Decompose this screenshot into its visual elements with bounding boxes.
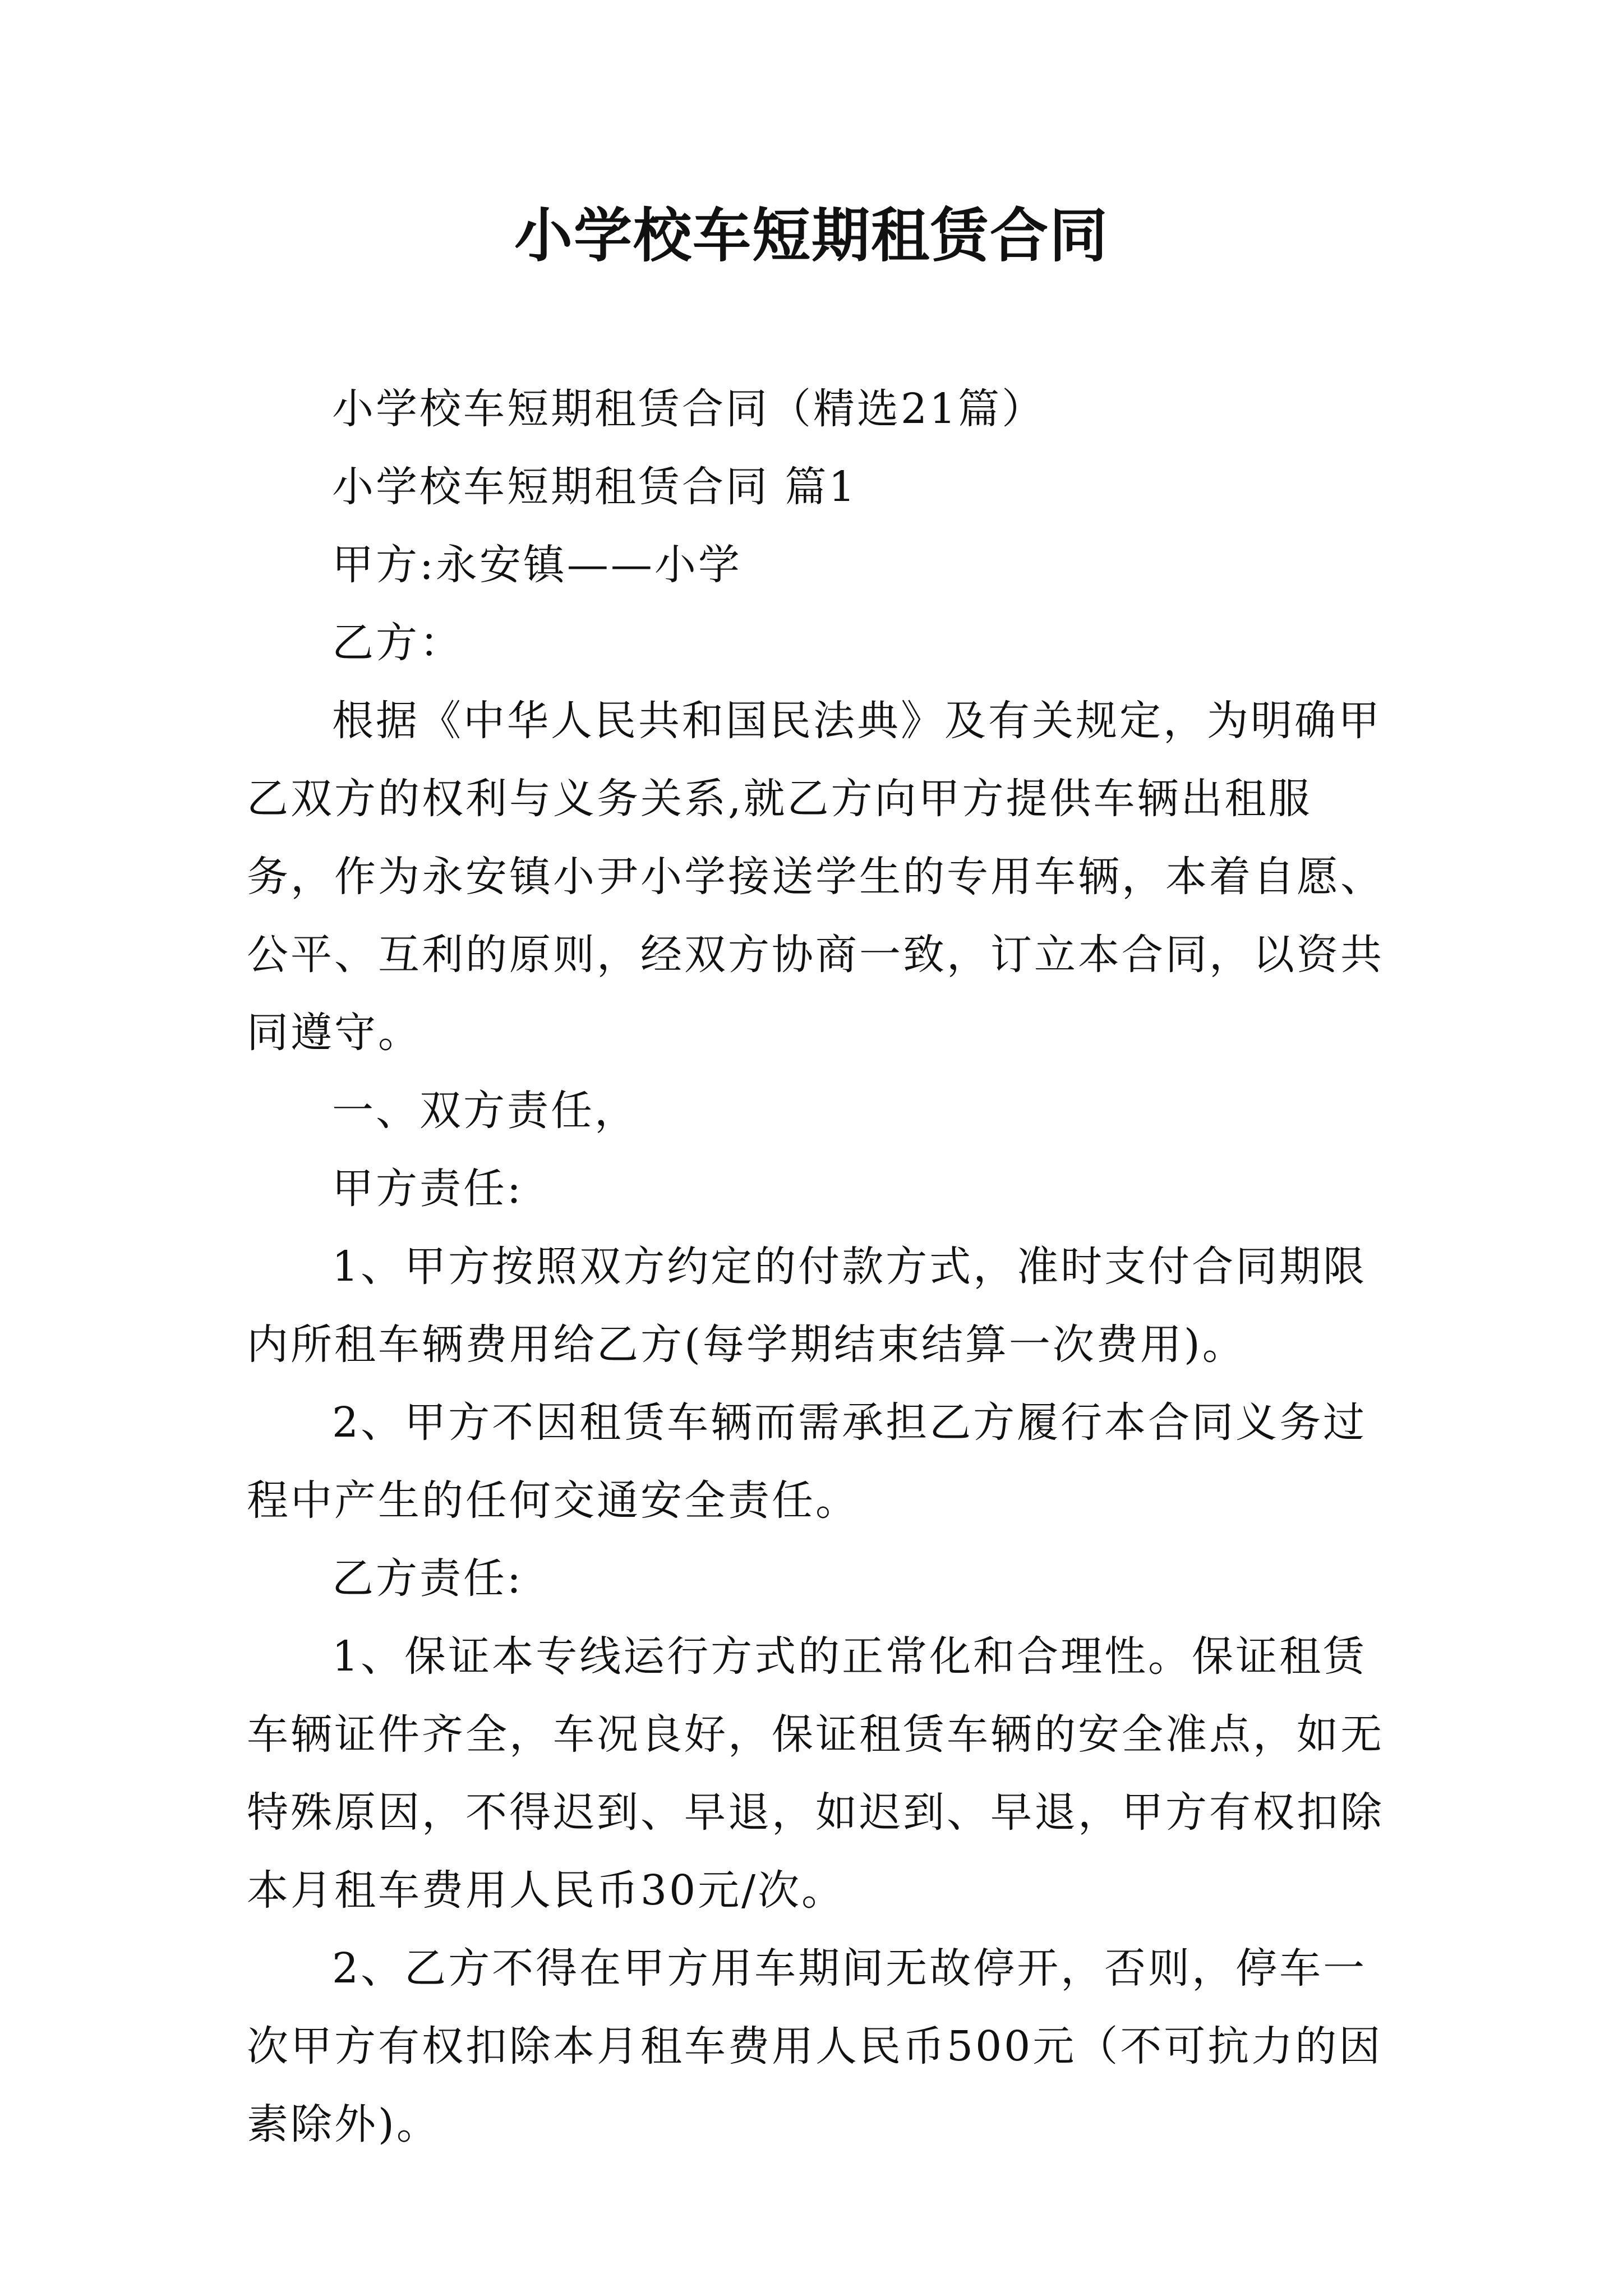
clause-heading: 一、双方责任， bbox=[332, 1087, 638, 1135]
party-a-line: 甲方:永安镇——小学 bbox=[332, 541, 742, 589]
section-heading: 小学校车短期租赁合同 篇1 bbox=[332, 463, 857, 511]
party-b-line: 乙方： bbox=[332, 619, 463, 667]
document-body bbox=[247, 370, 1385, 2164]
party-b-responsibility-heading: 乙方责任: bbox=[332, 1554, 523, 1603]
party-a-responsibility-heading: 甲方责任: bbox=[332, 1165, 523, 1213]
party-b-item-2: 2、乙方不得在甲方用车期间无故停开，否则，停车一次甲方有权扣除本月租车费用人民币500元（不可抗力的因素除外)。 bbox=[247, 1944, 1383, 2148]
party-a-item-2: 2、甲方不因租赁车辆而需承担乙方履行本合同义务过程中产生的任何交通安全责任。 bbox=[247, 1398, 1367, 1525]
subtitle-paragraph: 小学校车短期租赁合同（精选21篇） bbox=[332, 385, 1046, 433]
party-a-item-1: 1、甲方按照双方约定的付款方式，准时支付合同期限内所租车辆费用给乙方(每学期结束结算一次费用)。 bbox=[247, 1243, 1367, 1369]
party-b-item-1: 1、保证本专线运行方式的正常化和合理性。保证租赁车辆证件齐全，车况良好，保证租赁车辆的安全准点，如无特殊原因，不得迟到、早退，如迟到、早退，甲方有权扣除本月租车费用人民币30元/次。 bbox=[247, 1632, 1384, 1915]
preamble-paragraph: 根据《中华人民共和国民法典》及有关规定，为明确甲乙双方的权利与义务关系,就乙方向甲方提供车辆出租服务，作为永安镇小尹小学接送学生的专用车辆，本着自愿、公平、互利的原则，经双方协商一致，订立本合同，以资共同遵守。 bbox=[247, 697, 1384, 1057]
document-title: 小学校车短期租赁合同 bbox=[514, 201, 1109, 270]
